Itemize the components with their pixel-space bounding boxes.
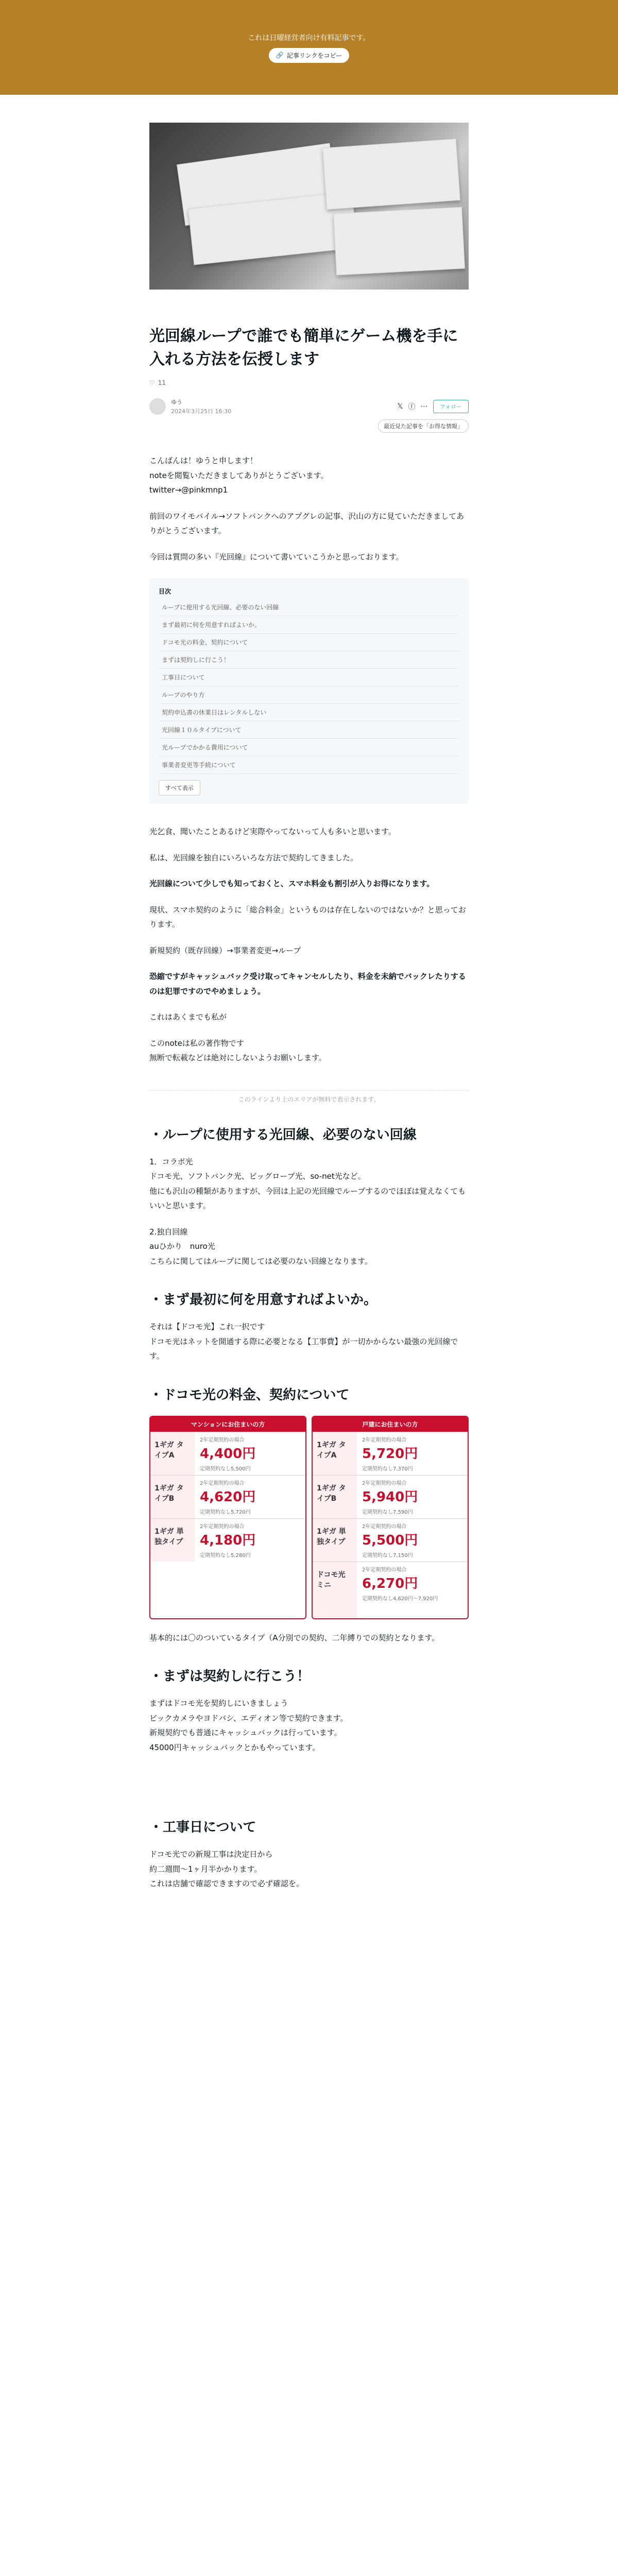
like-count: 11 [158,379,166,386]
plan-after: 定期契約なし5,720円 [200,1509,251,1515]
body-text: 私は、光回線を独自にいろいろな方法で契約してきました。 [149,853,358,862]
plan-after: 定期契約なし7,590円 [362,1509,413,1515]
follow-button[interactable]: フォロー [433,400,469,413]
plan-price: 4,180円 [200,1532,256,1548]
show-all-toc-button[interactable]: すべて表示 [159,780,200,795]
copy-link-button[interactable] [269,48,349,63]
body-bold-text: 光回線について少しでも知っておくと、スマホ料金も割引が入りお得になります。 [149,879,435,888]
related-tag[interactable]: 最近見た記事を「お得な情報」 [378,419,469,433]
intro-line: noteを閲覧いただきましてありがとうございます。 [149,470,329,480]
house-header: 戸建にお住まいの方 [313,1417,468,1432]
toc-item[interactable]: 事業者変更等手続について [159,756,459,774]
article-container [149,123,469,1891]
plan-price: 5,720円 [362,1446,418,1462]
section-heading: ・工事日について [149,1820,256,1835]
plan-row [313,1518,468,1562]
plan-note: 2年定期契約の場合 [362,1437,407,1443]
section-text: ドコモ光での新規工事は決定日から 約二週間〜1ヶ月半かかります。 これは店舗で確認できますので必ず確認を。 [149,1850,304,1888]
plan-price: 6,270円 [362,1575,418,1591]
plan-type: ドコモ光 ミニ [313,1562,357,1618]
share-bar [397,400,469,413]
plan-row [313,1475,468,1518]
facebook-share-icon[interactable]: ⓕ [408,403,416,411]
plan-note: 2年定期契約の場合 [200,1437,245,1443]
plan-row [313,1562,468,1618]
publish-date: 2024年3月25日 16:30 [171,408,232,415]
link-icon: 🔗 [276,52,284,59]
author-row [149,398,469,415]
toc-item[interactable]: 光ループでかかる費用について [159,739,459,756]
section-heading: ・ループに使用する光回線、必要のない回線 [149,1127,417,1143]
plan-after: 定期契約なし4,620円〜7,920円 [362,1596,438,1602]
section-text: まずはドコモ光を契約しにいきましょう ビックカメラやヨドバシ、エディオン等で契約できます。 新規契約でも普通にキャッシュバックは行っています。 45000円キャッシュバックとかもやっています。 [149,1699,348,1752]
article-title: 光回線ループで誰でも簡単にゲーム機を手に入れる方法を伝授します [149,327,458,368]
plan-row [150,1475,305,1518]
toc-item[interactable]: ループに使用する光回線、必要のない回線 [159,599,459,616]
plan-note: 2年定期契約の場合 [200,1480,245,1486]
mansion-header: マンションにお住まいの方 [150,1417,305,1432]
toc-item[interactable]: 光回線１０ルタイプについて [159,721,459,739]
plan-type: 1ギガ タイプB [150,1476,195,1518]
plan-type: 1ギガ 単独タイプ [313,1519,357,1562]
plan-note: 2年定期契約の場合 [362,1567,407,1573]
body-text: このnoteは私の著作物です [149,1038,244,1048]
intro-line: 前回のワイモバイル→ソフトバンクへのアプグレの記事、沢山の方に見ていただきましてありがとうございます。 [149,511,465,535]
toc-item[interactable]: 契約申込書の休業日はレンタルしない [159,704,459,721]
section-text: 基本的には〇のついているタイプ（A分別での契約、二年縛りでの契約となります。 [149,1633,440,1642]
section-text: それは【ドコモ光】これ一択です ドコモ光はネットを開通する際に必要となる【工事費】が一切かからない最強の光回線です。 [149,1322,458,1361]
house-plans [312,1416,469,1619]
toc-title: 目次 [159,588,171,595]
body-text: 無断で転載などは絶対にしないようお願いします。 [149,1053,327,1062]
plan-row [150,1432,305,1475]
plan-row [150,1518,305,1562]
body-text: 光乞食、聞いたことあるけど実際やってないって人も多いと思います。 [149,827,396,836]
table-of-contents [149,579,469,804]
like-row [149,379,469,386]
toc-item[interactable]: まずは契約しに行こう！ [159,651,459,669]
paywall-divider: このラインより上のエリアが無料で表示されます。 [149,1090,469,1104]
plan-after: 定期契約なし7,150円 [362,1552,413,1558]
hero-image [149,123,469,290]
toc-item[interactable]: 工事日について [159,669,459,686]
section-text: 1．コラボ光 ドコモ光、ソフトバンク光、ビッグローブ光、so-net光など。 他にも沢山の種類がありますが、今回は上記の光回線でループするのでほぼは覚えなくてもいいと思います。 [149,1157,466,1210]
console-box [322,139,460,210]
plan-type: 1ギガ タイプA [150,1432,195,1475]
author-name[interactable]: ゆう [171,399,182,405]
plan-after: 定期契約なし7,370円 [362,1466,413,1472]
plan-note: 2年定期契約の場合 [200,1523,245,1530]
plan-row [313,1432,468,1475]
intro-line: こんばんは！ゆうと申します！ [149,456,258,465]
body-text: これはあくまでも私が [149,1012,227,1022]
plan-price: 5,500円 [362,1532,418,1548]
body-text: 新規契約（既存回線）→事業者変更→ループ [149,945,301,955]
more-share-icon[interactable]: ⋯ [420,402,428,411]
plan-price: 4,400円 [200,1446,256,1462]
paid-article-banner [0,0,618,95]
mansion-plans [149,1416,306,1619]
plan-type: 1ギガ タイプA [313,1432,357,1475]
toc-item[interactable]: ループのやり方 [159,686,459,704]
section-heading: ・ドコモ光の料金、契約について [149,1387,350,1403]
pricing-table [149,1416,469,1619]
section-heading: ・まずは契約しに行こう！ [149,1669,311,1684]
plan-price: 4,620円 [200,1489,256,1505]
section-text: 2.独自回線 auひかり nuro光 こちらに関してはループに関しては必要のない回線となります。 [149,1227,373,1266]
heart-icon[interactable]: ♡ [149,379,155,386]
plan-price: 5,940円 [362,1489,418,1505]
plan-after: 定期契約なし5,280円 [200,1552,251,1558]
x-share-icon[interactable]: 𝕏 [397,402,403,411]
banner-message: これは日曜経営者向け有料記事です。 [248,33,370,42]
intro-line: twitter→@pinkmnp1 [149,485,228,495]
plan-note: 2年定期契約の場合 [362,1523,407,1530]
plan-note: 2年定期契約の場合 [362,1480,407,1486]
plan-after: 定期契約なし5,500円 [200,1466,251,1472]
intro-line: 今回は質問の多い『光回線』について書いていこうかと思っております。 [149,552,404,562]
console-box [333,207,465,276]
copy-link-label: 記事リンクをコピー [286,52,342,59]
toc-item[interactable]: ドコモ光の料金、契約について [159,634,459,651]
author-info[interactable] [149,398,231,415]
toc-item[interactable]: まず最初に何を用意すればよいか。 [159,616,459,634]
section-heading: ・まず最初に何を用意すればよいか。 [149,1292,377,1308]
plan-type: 1ギガ タイプB [313,1476,357,1518]
body-text: 現状、スマホ契約のように「総合料金」というものは存在しないのではないか？と思っております。 [149,905,466,929]
plan-type: 1ギガ 単独タイプ [150,1519,195,1562]
avatar[interactable] [149,398,166,415]
body-bold-text: 恐縮ですがキャッシュバック受け取ってキャンセルしたり、料金を未納でバックレたりするのは犯罪ですのでやめましょう。 [149,972,466,996]
